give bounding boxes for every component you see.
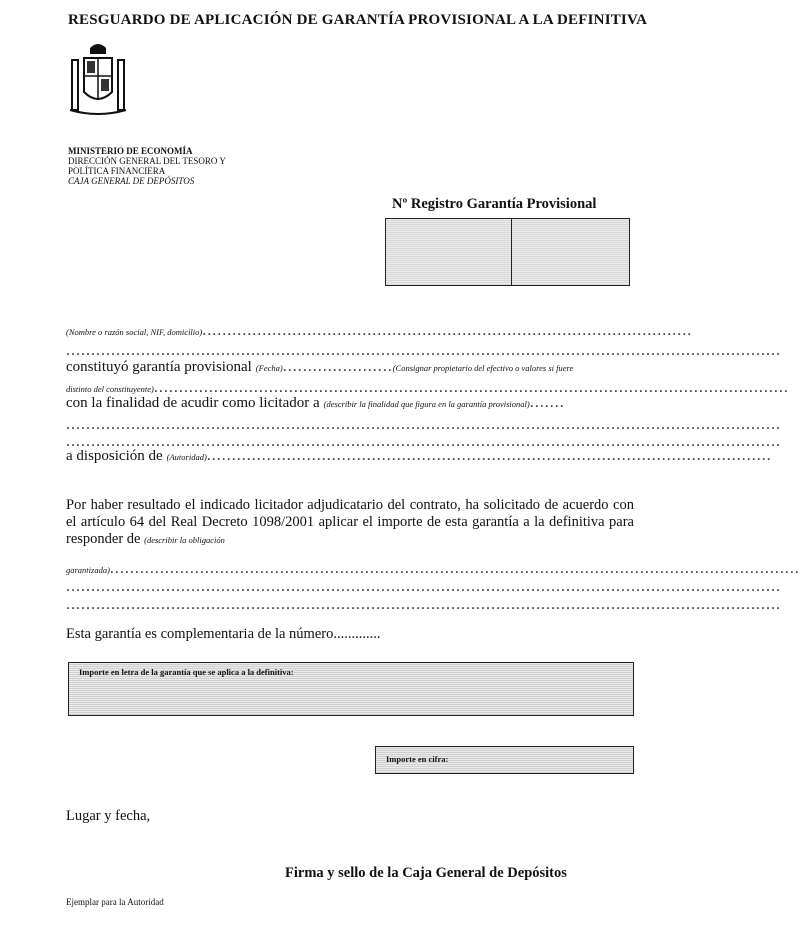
distinto-hint: distinto del constituyente) <box>66 384 154 394</box>
registry-number-box[interactable] <box>385 218 630 286</box>
lugar-fecha-label: Lugar y fecha, <box>66 808 151 824</box>
name-continuation-field[interactable]: ............................................................................................................................................... <box>66 342 781 359</box>
importe-letra-label: Importe en letra de la garantía que se aplica a la definitiva: <box>79 667 294 677</box>
registry-box-divider <box>511 219 512 285</box>
document-title: RESGUARDO DE APLICACIÓN DE GARANTÍA PROVISIONAL A LA DEFINITIVA <box>68 12 648 28</box>
disposicion-label: a disposición de <box>66 448 163 464</box>
finalidad-hint: (describir la finalidad que figura en la garantía provisional) <box>323 399 530 409</box>
consignar-hint: (Consignar propietario del efectivo o valores si fuere <box>392 363 574 373</box>
adjudication-paragraph <box>66 497 634 549</box>
directorate-line: DIRECCIÓN GENERAL DEL TESORO Y <box>68 156 226 166</box>
autoridad-hint: (Autoridad) <box>166 452 207 462</box>
caja-line: CAJA GENERAL DE DEPÓSITOS <box>68 176 195 186</box>
ministry-block <box>68 146 226 186</box>
finalidad-label: con la finalidad de acudir como licitador a <box>66 395 320 411</box>
garantizada-hint: garantizada) <box>66 565 110 575</box>
coat-of-arms-icon <box>68 40 128 118</box>
distinto-field[interactable]: distinto del constituyente)............................................................................................................................... <box>66 379 789 396</box>
policy-line: POLÍTICA FINANCIERA <box>68 166 166 176</box>
obligation-hint: (describir la obligación <box>144 535 225 545</box>
complement-field[interactable]: Esta garantía es complementaria de la número............. <box>66 626 381 642</box>
complement-label: Esta garantía es complementaria de la número <box>66 626 334 642</box>
finalidad-line-3[interactable]: ............................................................................................................................................... <box>66 433 781 450</box>
finalidad-field[interactable]: con la finalidad de acudir como licitador a (describir la finalidad que figura en la garantía provisional)....... <box>66 394 565 411</box>
obligation-line-2[interactable]: ............................................................................................................................................... <box>66 578 781 595</box>
firma-label: Firma y sello de la Caja General de Depósitos <box>285 865 567 881</box>
ejemplar-label: Ejemplar para la Autoridad <box>66 897 164 907</box>
importe-letra-box[interactable] <box>68 662 634 716</box>
importe-cifra-box[interactable] <box>375 746 634 774</box>
disposicion-field[interactable]: a disposición de (Autoridad)................................................................................................................. <box>66 447 772 464</box>
registry-label: Nº Registro Garantía Provisional <box>392 196 597 212</box>
name-field[interactable]: (Nombre o razón social, NIF, domicilio).................................................................................................. <box>66 322 693 339</box>
paragraph-text: Por haber resultado el indicado licitador adjudicatario del contrato, ha solicitado de acuerdo con el artículo 64 del Real Decreto 1098/2001 aplicar el importe de esta garantía a la definitiva para responder de <box>66 497 634 547</box>
finalidad-line-2[interactable]: ............................................................................................................................................... <box>66 416 781 433</box>
name-hint: (Nombre o razón social, NIF, domicilio) <box>66 327 203 337</box>
obligation-line-3[interactable]: ............................................................................................................................................... <box>66 596 781 613</box>
importe-cifra-label: Importe en cifra: <box>386 754 449 764</box>
constituyo-field[interactable]: constituyó garantía provisional (Fecha)......................(Consignar propietario del efectivo o valores si fuere <box>66 358 574 375</box>
ministry-name: MINISTERIO DE ECONOMÍA <box>68 146 193 156</box>
constituyo-label: constituyó garantía provisional <box>66 359 252 375</box>
fecha-hint: (Fecha) <box>255 363 283 373</box>
obligation-field[interactable]: garantizada).......................................................................................................................................... <box>66 560 800 577</box>
